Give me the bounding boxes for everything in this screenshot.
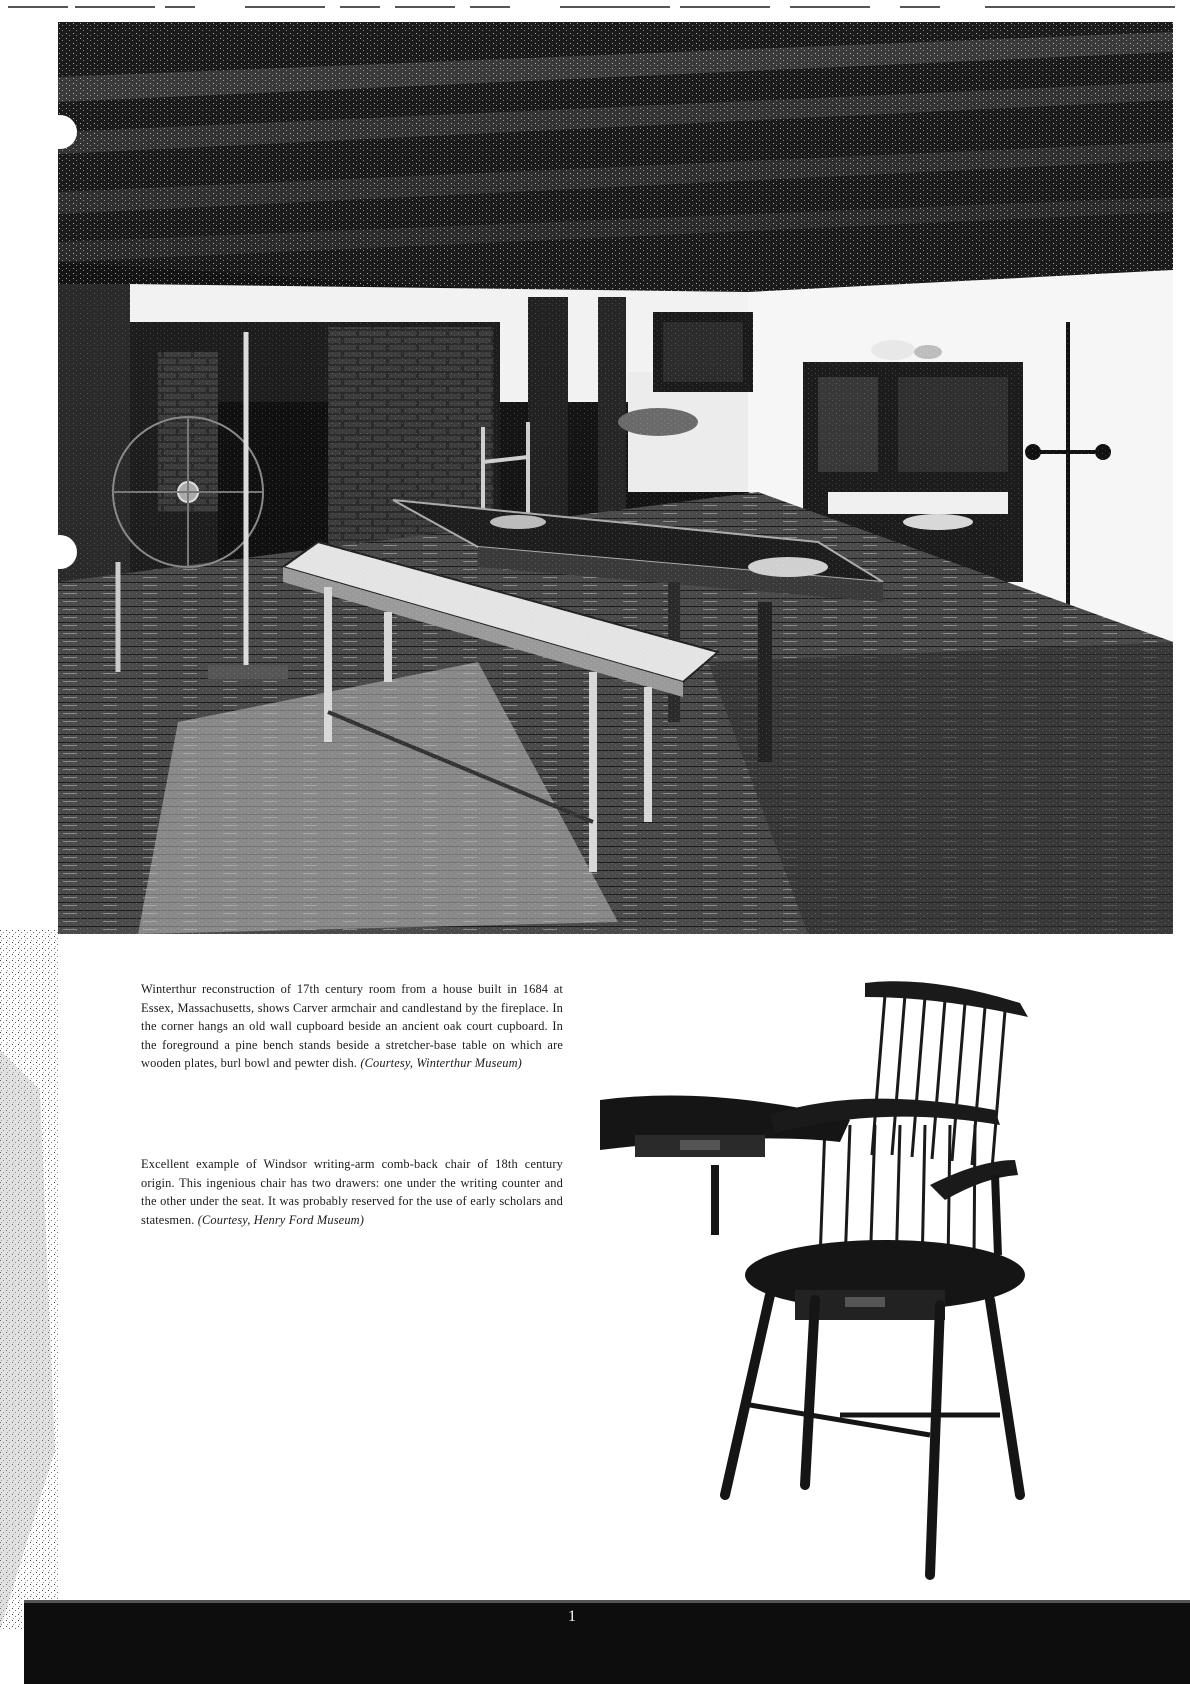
windsor-chair-photograph bbox=[600, 975, 1090, 1595]
page-number: 1 bbox=[568, 1608, 576, 1625]
scan-edge-left bbox=[0, 930, 60, 1630]
chair-spindles bbox=[820, 995, 1005, 1270]
room-photograph bbox=[58, 22, 1173, 934]
chair-seat bbox=[745, 1240, 1025, 1320]
chair-arm-rail bbox=[770, 1099, 1018, 1200]
bottom-scan-band bbox=[24, 1600, 1190, 1684]
caption-chair bbox=[141, 1155, 563, 1229]
scan-noise-top bbox=[0, 0, 1190, 18]
caption-room bbox=[141, 980, 563, 1073]
caption-room-credit: (Courtesy, Winterthur Museum) bbox=[360, 1056, 522, 1071]
caption-chair-credit: (Courtesy, Henry Ford Museum) bbox=[197, 1212, 365, 1227]
chair-stretchers bbox=[750, 1405, 1000, 1435]
caption-room-text: Winterthur reconstruction of 17th century room from a house built in 1684 at Essex, Massachusetts, shows Carver armchair and candlestand by the fireplace. In the corner hangs an old wall cupboard beside an ancient oak court cupboard. In the foreground a pine bench stands beside a stretcher-base table on which are wooden plates, burl bowl and pewter dish. bbox=[141, 982, 563, 1071]
chair-legs bbox=[725, 1295, 1020, 1575]
caption-chair-text: Excellent example of Windsor writing-arm comb-back chair of 18th century origin. This ingenious chair has two drawers: one under the writing counter and the other under the seat. It was probably reserved for the use of early scholars and statesmen. bbox=[141, 1157, 563, 1227]
